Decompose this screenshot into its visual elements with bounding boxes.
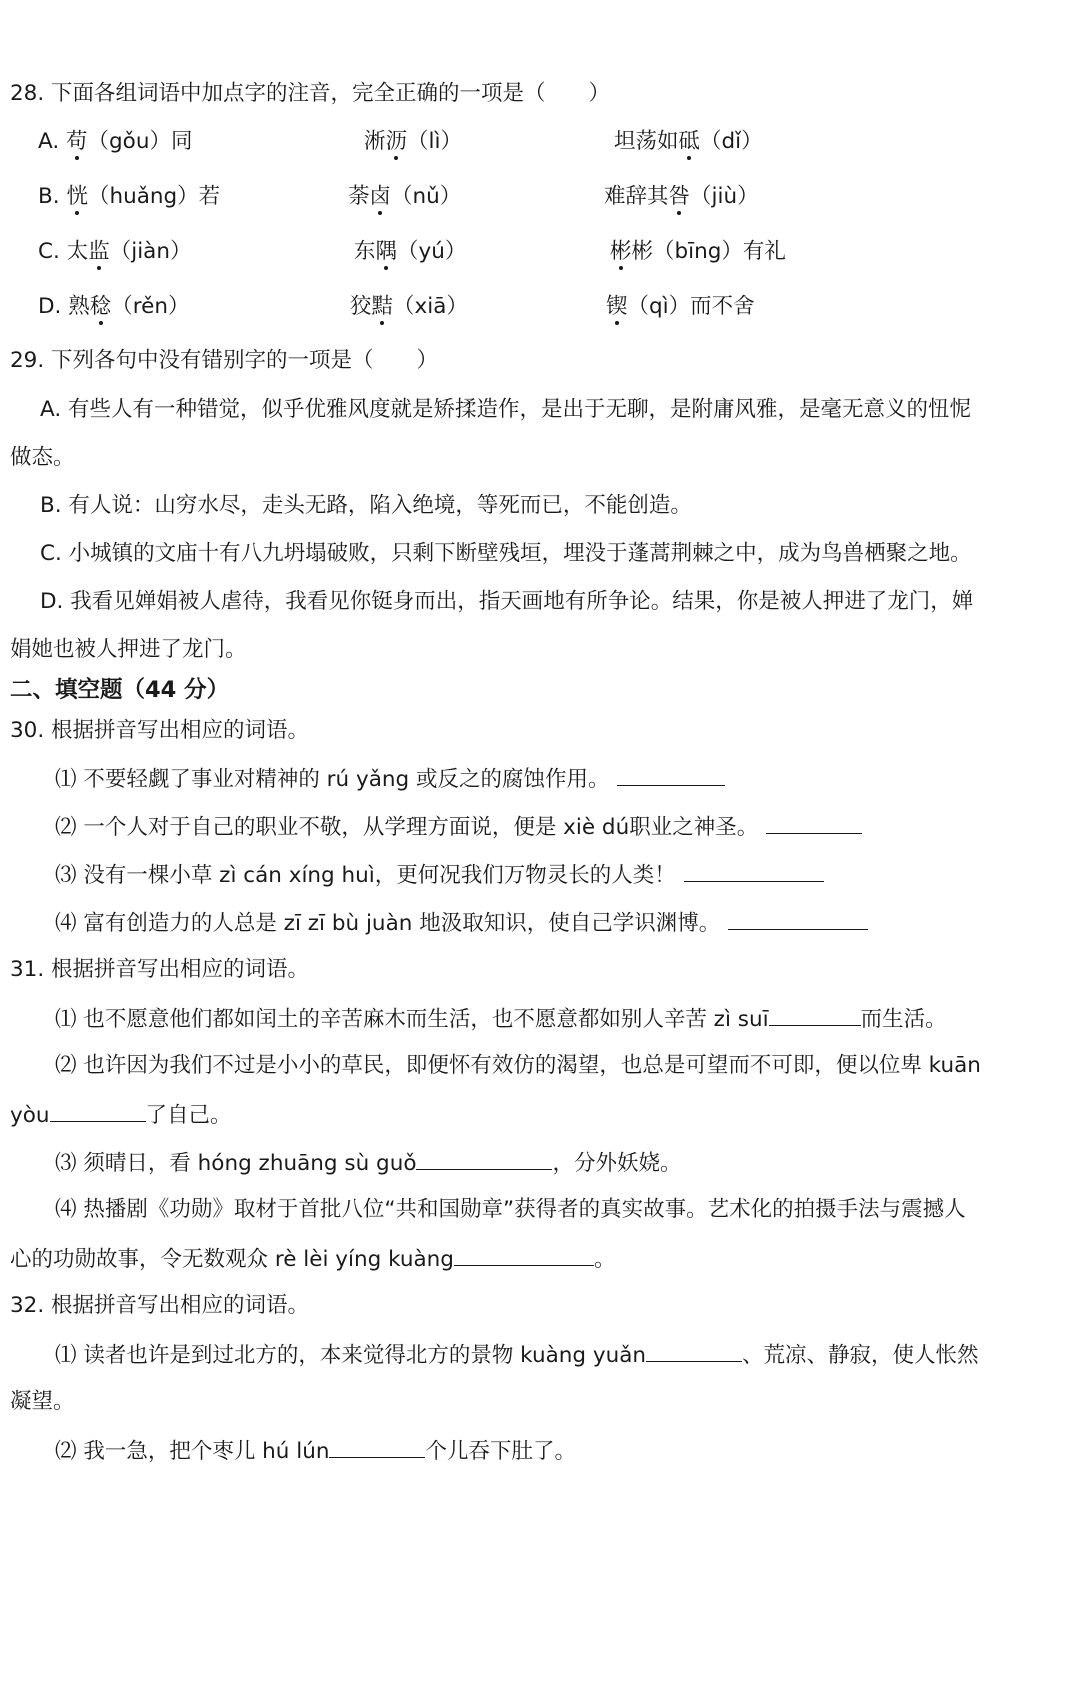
q29-option-d-cont: 娟她也被人押进了龙门。 (10, 637, 247, 662)
q28-d-word2: 狡黠（xiā） (350, 294, 468, 319)
dotted-char: 彬 (610, 239, 632, 264)
dotted-char: 监 (88, 239, 110, 264)
q30-item-3: ⑶ 没有一棵小草 zì cán xíng huì，更何况我们万物灵长的人类！ (55, 859, 824, 891)
q31-item-4-cont: 心的功勋故事，令无数观众 rè lèi yíng kuàng 。 (10, 1243, 615, 1275)
q28-b-word3: 难辞其咎（jiù） (604, 184, 759, 209)
q31-item-1: ⑴ 也不愿意他们都如闰土的辛苦麻木而生活，也不愿意都如别人辛苦 zì suī 而生活。 (55, 1003, 947, 1035)
answer-blank[interactable] (728, 907, 868, 930)
q28-stem: 28. 下面各组词语中加点字的注音，完全正确的一项是（ ） (10, 81, 611, 106)
dotted-char: 沥 (385, 129, 408, 154)
q30-item-2: ⑵ 一个人对于自己的职业不敬，从学理方面说，便是 xiè dú职业之神圣。 (55, 811, 862, 843)
q28-option-a[interactable]: A. 苟（gǒu）同 (38, 129, 193, 154)
q30-item-4: ⑷ 富有创造力的人总是 zī zī bù juàn 地汲取知识，使自己学识渊博。 (55, 907, 868, 939)
q32-item-2: ⑵ 我一急，把个枣儿 hú lún 个儿吞下肚了。 (55, 1435, 576, 1467)
answer-blank[interactable] (646, 1339, 742, 1362)
answer-blank[interactable] (617, 763, 725, 786)
dotted-char: 锲 (606, 294, 628, 319)
q31-item-2: ⑵ 也许因为我们不过是小小的草民，即便怀有效仿的渴望，也总是可望而不可即，便以位卑 kuān (55, 1053, 981, 1078)
q31-stem: 31. 根据拼音写出相应的词语。 (10, 957, 310, 982)
q28-option-c[interactable]: C. 太监（jiàn） (38, 239, 192, 264)
answer-blank[interactable] (769, 1003, 861, 1026)
dotted-char: 隅 (375, 239, 398, 264)
dotted-char: 恍 (66, 184, 88, 209)
q28-option-d[interactable]: D. 熟稔（rěn） (38, 294, 190, 319)
dotted-char: 稔 (89, 294, 112, 319)
q29-option-a[interactable]: A. 有些人有一种错觉，似乎优雅风度就是矫揉造作，是出于无聊，是附庸风雅，是毫无意义的忸怩 (40, 397, 972, 422)
q28-option-b[interactable]: B. 恍（huǎng）若 (38, 184, 221, 209)
dotted-char: 砥 (678, 129, 701, 154)
q29-option-a-cont: 做态。 (10, 445, 75, 470)
q31-item-2-cont: yòu 了自己。 (10, 1099, 232, 1131)
q29-option-d[interactable]: D. 我看见婵娟被人虐待，我看见你铤身而出，指天画地有所争论。结果，你是被人押进了龙门，婵 (40, 589, 974, 614)
q28-a-word2: 淅沥（lì） (364, 129, 462, 154)
dotted-char: 黠 (371, 294, 394, 319)
answer-blank[interactable] (50, 1099, 146, 1122)
q28-c-word2: 东隅（yú） (354, 239, 467, 264)
q32-item-1-cont: 凝望。 (10, 1389, 75, 1414)
q31-item-4: ⑷ 热播剧《功勋》取材于首批八位“共和国勋章”获得者的真实故事。艺术化的拍摄手法与震撼人 (55, 1197, 966, 1222)
dotted-char: 卤 (369, 184, 392, 209)
q28-b-word2: 荼卤（nǔ） (348, 184, 462, 209)
q29-option-b[interactable]: B. 有人说：山穷水尽，走头无路，陷入绝境，等死而已，不能创造。 (40, 493, 692, 518)
answer-blank[interactable] (329, 1435, 425, 1458)
q29-option-c[interactable]: C. 小城镇的文庙十有八九坍塌破败，只剩下断壁残垣，埋没于蓬蒿荆棘之中，成为鸟兽栖聚之地。 (40, 541, 972, 566)
section-heading: 二、填空题（44 分） (10, 677, 230, 703)
q30-stem: 30. 根据拼音写出相应的词语。 (10, 718, 310, 743)
answer-blank[interactable] (454, 1243, 594, 1266)
q31-item-3: ⑶ 须晴日，看 hóng zhuāng sù guǒ ，分外妖娆。 (55, 1147, 682, 1179)
q28-d-word3: 锲（qì）而不舍 (606, 294, 755, 319)
q30-item-1: ⑴ 不要轻觑了事业对精神的 rú yǎng 或反之的腐蚀作用。 (55, 763, 725, 795)
dotted-char: 咎 (668, 184, 691, 209)
answer-blank[interactable] (416, 1147, 552, 1170)
q28-a-word3: 坦荡如砥（dǐ） (614, 129, 763, 154)
q28-c-word3: 彬彬（bīng）有礼 (610, 239, 786, 264)
q32-item-1: ⑴ 读者也许是到过北方的，本来觉得北方的景物 kuàng yuǎn 、荒凉、静寂，使人怅然 (55, 1339, 979, 1371)
answer-blank[interactable] (766, 811, 862, 834)
q32-stem: 32. 根据拼音写出相应的词语。 (10, 1293, 310, 1318)
answer-blank[interactable] (684, 859, 824, 882)
dotted-char: 苟 (66, 129, 88, 154)
q29-stem: 29. 下列各句中没有错别字的一项是（ ） (10, 348, 439, 373)
